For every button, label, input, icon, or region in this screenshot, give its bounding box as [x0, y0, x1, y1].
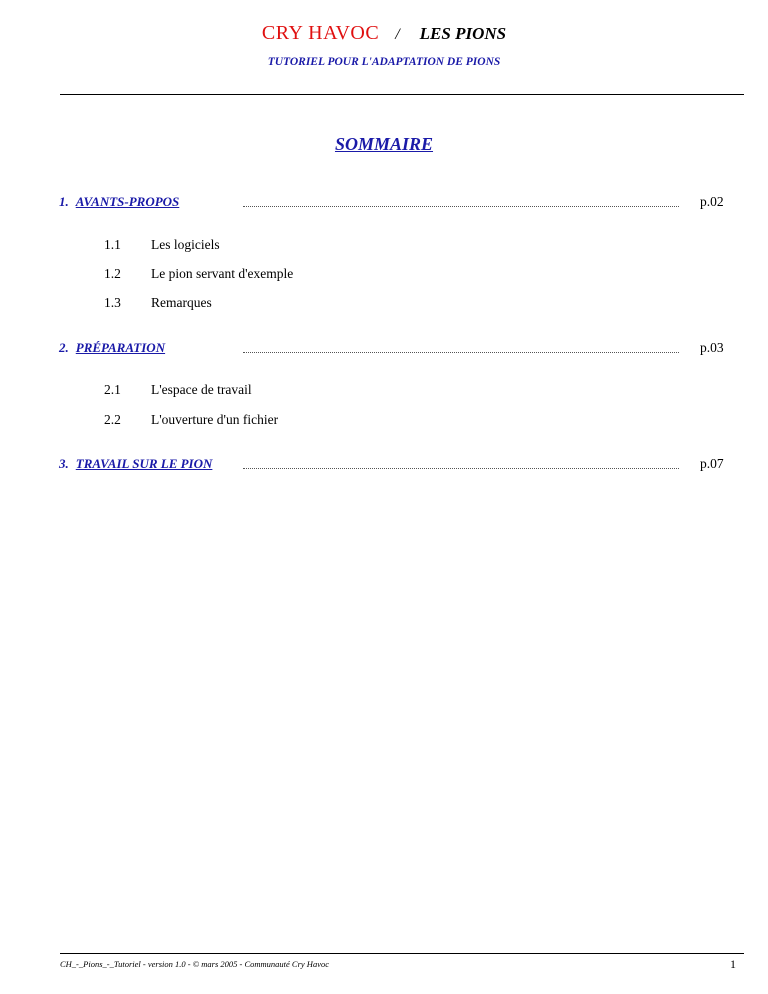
section-number: 1. — [59, 194, 69, 209]
toc-subsection-title: L'espace de travail — [151, 382, 252, 397]
header-divider — [60, 94, 744, 95]
toc-dot-leader — [243, 352, 679, 353]
brand-name: CRY HAVOC — [261, 22, 380, 44]
toc-subsection-number: 1.3 — [104, 295, 121, 310]
toc-dot-leader — [243, 206, 679, 207]
toc-subsection-number: 2.1 — [104, 382, 121, 397]
toc-subsection-title: Remarques — [151, 295, 212, 310]
toc-subsection-number: 2.2 — [104, 412, 121, 427]
footer-divider — [60, 953, 744, 954]
document-title: LES PIONS — [419, 24, 507, 43]
page-number: 1 — [730, 957, 736, 971]
toc-subsection-title: Le pion servant d'exemple — [151, 266, 294, 281]
toc-subsection-number: 1.2 — [104, 266, 121, 281]
toc-subsection-number: 1.1 — [104, 237, 121, 252]
section-number: 2. — [59, 340, 69, 355]
toc-subsection-title: L'ouverture d'un fichier — [151, 412, 279, 427]
toc-page-ref: p.07 — [700, 456, 724, 471]
toc-page-ref: p.02 — [700, 194, 724, 209]
section-link[interactable]: TRAVAIL SUR LE PION — [75, 456, 213, 471]
section-link[interactable]: PRÉPARATION — [75, 340, 166, 355]
toc-section-avant-propos[interactable] — [59, 194, 179, 210]
title-separator: / — [395, 26, 400, 43]
document-header-title — [0, 22, 768, 45]
section-link[interactable]: AVANTS-PROPOS — [75, 194, 180, 209]
toc-section-preparation[interactable] — [59, 340, 165, 356]
toc-heading-link[interactable]: SOMMAIRE — [334, 134, 434, 154]
toc-subsection-title: Les logiciels — [151, 237, 220, 252]
toc-heading — [0, 134, 768, 155]
toc-page-ref: p.03 — [700, 340, 724, 355]
toc-dot-leader — [243, 468, 679, 469]
toc-section-travail-sur-le-pion[interactable] — [59, 456, 212, 472]
document-subtitle: TUTORIEL POUR L'ADAPTATION DE PIONS — [267, 56, 501, 68]
section-number: 3. — [59, 456, 69, 471]
footer-text: CH_-_Pions_-_Tutoriel - version 1.0 - © mars 2005 - Communauté Cry Havoc — [60, 959, 329, 969]
